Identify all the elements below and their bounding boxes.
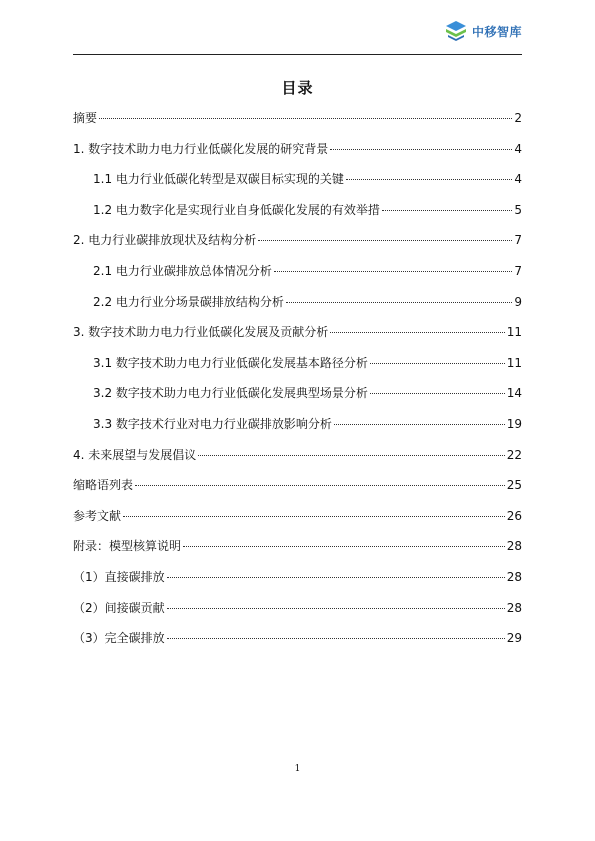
toc-entry[interactable]: [73, 108, 522, 128]
dot-leader: [274, 270, 512, 272]
toc-entry[interactable]: [73, 322, 522, 342]
toc-entry-page: 22: [506, 447, 522, 462]
toc-entry-page: 28: [506, 570, 522, 584]
toc-subentry[interactable]: [93, 292, 522, 312]
dot-leader: [286, 301, 512, 303]
toc-entry-page: 5: [514, 202, 522, 217]
toc-entry-title: 2. 电力行业碳排放现状及结构分析: [73, 233, 257, 248]
toc-entry-title: 3.2 数字技术助力电力行业低碳化发展典型场景分析: [93, 386, 368, 401]
toc-entry-page: 9: [514, 294, 522, 309]
toc-entry[interactable]: [73, 567, 522, 587]
dot-leader: [167, 607, 505, 609]
toc-entry-page: 28: [506, 539, 522, 554]
toc-entry-title: 参考文献: [73, 508, 122, 523]
toc-entry-title: 摘要: [73, 111, 98, 125]
dot-leader: [167, 637, 505, 639]
toc-entry-page: 7: [514, 233, 522, 248]
page-number: 1: [294, 764, 301, 774]
company-logo: [444, 20, 522, 42]
layered-diamond-logo-icon: [444, 20, 468, 42]
toc-entry-page: 4: [514, 172, 522, 187]
toc-entry-title: 3.1 数字技术助力电力行业低碳化发展基本路径分析: [93, 355, 368, 370]
dot-leader: [370, 362, 505, 364]
page-header: [73, 18, 522, 55]
toc-subentry[interactable]: [93, 200, 522, 220]
toc-entry-title: （2）间接碳贡献: [73, 600, 165, 615]
toc-entry-page: 7: [514, 264, 522, 278]
toc-entry-page: 26: [506, 508, 522, 523]
toc-entry-title: （1）直接碳排放: [73, 570, 165, 584]
toc-subentry[interactable]: [93, 261, 522, 281]
toc-entry-page: 28: [506, 600, 522, 615]
toc-entry-title: 2.1 电力行业碳排放总体情况分析: [93, 264, 272, 278]
dot-leader: [370, 392, 505, 394]
dot-leader: [123, 515, 505, 517]
toc-subentry[interactable]: [93, 383, 522, 403]
toc-entry-title: 1. 数字技术助力电力行业低碳化发展的研究背景: [73, 141, 329, 156]
dot-leader: [330, 331, 504, 333]
toc-entry-title: （3）完全碳排放: [73, 631, 165, 646]
logo-text: 中移智库: [471, 24, 522, 39]
toc-entry[interactable]: [73, 598, 522, 618]
toc-title: 目录: [281, 79, 314, 97]
toc-entry-page: 19: [506, 417, 522, 431]
toc-entry-title: 1.1 电力行业低碳化转型是双碳目标实现的关键: [93, 172, 344, 187]
toc-entry-page: 11: [506, 355, 522, 370]
toc-entry-title: 4. 未来展望与发展倡议: [73, 447, 197, 462]
dot-leader: [334, 423, 505, 425]
toc-entry-title: 2.2 电力行业分场景碳排放结构分析: [93, 294, 284, 309]
toc-entry-title: 3. 数字技术助力电力行业低碳化发展及贡献分析: [73, 325, 329, 340]
toc-subentry[interactable]: [93, 353, 522, 373]
toc-entry[interactable]: [73, 536, 522, 556]
dot-leader: [382, 209, 512, 211]
toc-entry-page: 11: [506, 325, 522, 340]
dot-leader: [135, 484, 505, 486]
toc-entry-page: 4: [514, 141, 522, 156]
dot-leader: [198, 454, 504, 456]
dot-leader: [99, 117, 512, 119]
toc-entry[interactable]: [73, 628, 522, 648]
dot-leader: [330, 148, 512, 150]
toc-entry-page: 25: [506, 478, 522, 493]
toc-entry[interactable]: [73, 230, 522, 250]
toc-entry[interactable]: [73, 139, 522, 159]
toc-subentry[interactable]: [93, 414, 522, 434]
toc-entry[interactable]: [73, 445, 522, 465]
dot-leader: [258, 239, 512, 241]
toc-entry-title: 3.3 数字技术行业对电力行业碳排放影响分析: [93, 417, 332, 431]
toc-entry[interactable]: [73, 506, 522, 526]
toc-entry-title: 缩略语列表: [73, 478, 134, 493]
dot-leader: [346, 178, 512, 180]
toc-entry-page: 29: [506, 631, 522, 646]
dot-leader: [183, 545, 505, 547]
toc-entry-page: 2: [514, 111, 522, 125]
toc-entry[interactable]: [73, 475, 522, 495]
toc-entry-title: 附录：模型核算说明: [73, 539, 182, 554]
toc-entry-page: 14: [506, 386, 522, 401]
dot-leader: [167, 576, 505, 578]
toc-entry-title: 1.2 电力数字化是实现行业自身低碳化发展的有效举措: [93, 202, 380, 217]
toc-subentry[interactable]: [93, 169, 522, 189]
